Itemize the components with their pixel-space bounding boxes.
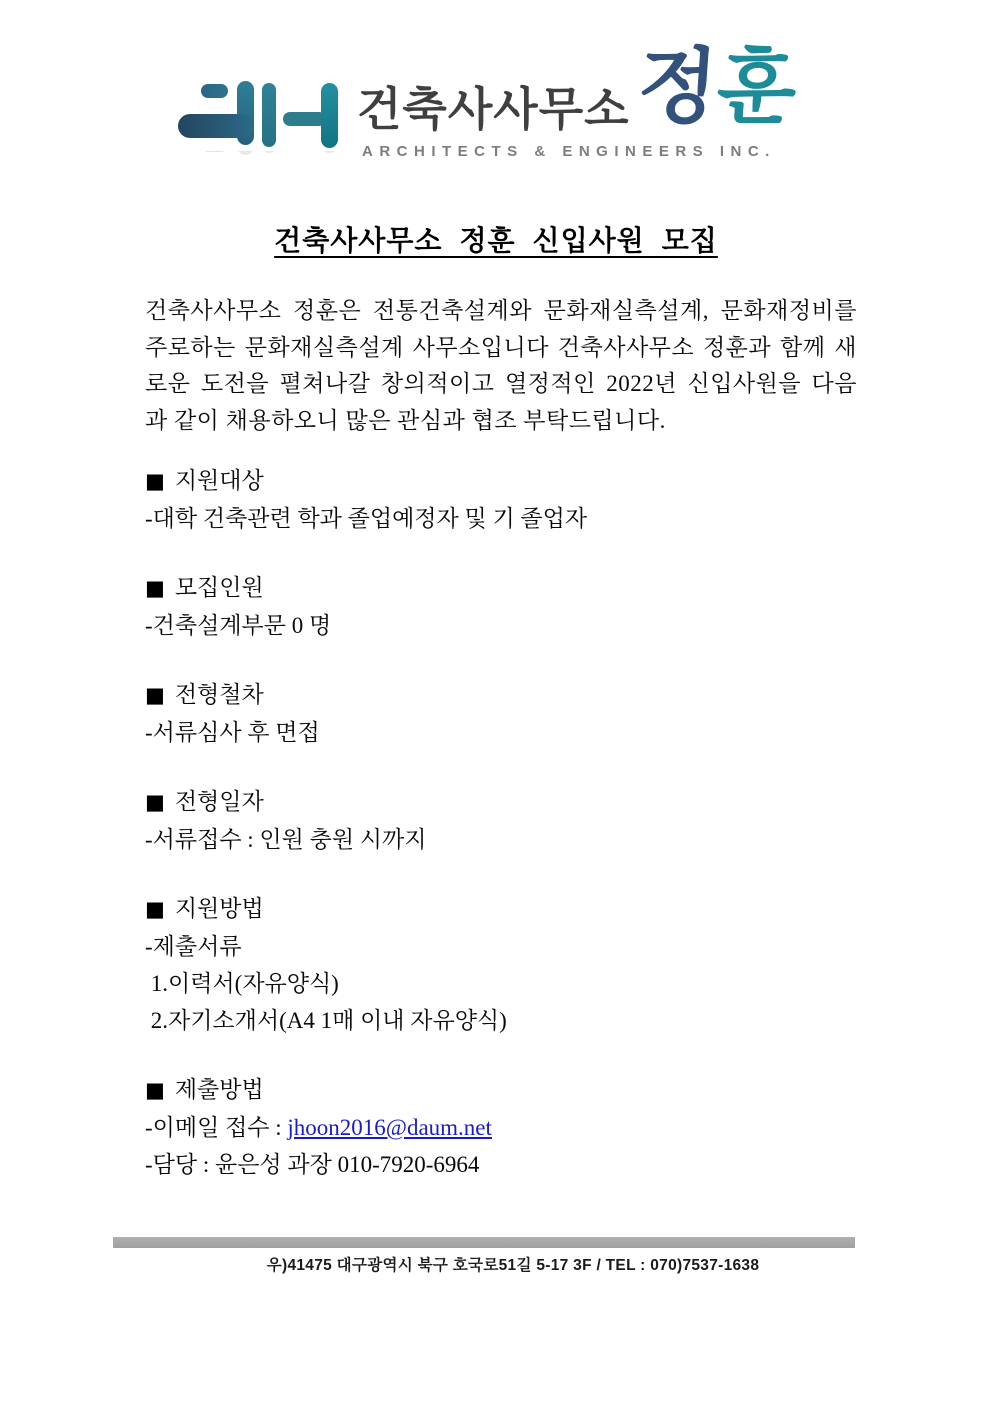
section-heading-label: 전형철차 (174, 682, 264, 707)
jh-logo-reflection (178, 151, 338, 191)
logo-h-crossbar-shape (283, 112, 326, 126)
logo-brush-char-jeong: 정 (634, 39, 721, 135)
section-heading (145, 1071, 875, 1109)
section-line: 1.이력서(자유양식) (145, 971, 339, 996)
section-selection-procedure (145, 676, 875, 751)
intro-line: 주로하는 문화재실측설계 사무소입니다 건축사사무소 정훈과 함께 새 (145, 334, 857, 360)
jh-logo-icon (178, 81, 338, 149)
section-line: -서류심사 후 면접 (145, 720, 320, 745)
logo-j-horizontal-shape (178, 114, 254, 138)
section-line: -제출서류 (145, 934, 242, 959)
section-applicant-target (145, 462, 875, 537)
section-heading-label: 지원대상 (174, 468, 264, 493)
intro-line: 과 같이 채용하오니 많은 관심과 협조 부탁드립니다. (145, 407, 666, 433)
section-line: -건축설계부문 0 명 (145, 613, 332, 638)
section-heading-label: 모집인원 (174, 575, 264, 600)
contact-line: -담당 : 윤은성 과장 010-7920-6964 (145, 1152, 480, 1177)
square-bullet-icon: ■ (145, 469, 165, 493)
intro-paragraph (145, 293, 857, 439)
section-heading (145, 569, 875, 607)
square-bullet-icon: ■ (145, 897, 165, 921)
section-selection-date (145, 783, 875, 858)
section-line: 2.자기소개서(A4 1매 이내 자유양식) (145, 1008, 507, 1033)
section-line: -대학 건축관련 학과 졸업예정자 및 기 졸업자 (145, 506, 588, 531)
intro-line: 건축사사무소 정훈은 전통건축설계와 문화재실측설계, 문화재정비를 (145, 298, 857, 323)
footer-divider-bar (113, 1237, 855, 1248)
sections-list (145, 462, 875, 1215)
logo-company-name: 건축사사무소 (357, 83, 630, 135)
logo-h-vertical-shape (321, 83, 338, 148)
section-heading (145, 890, 875, 928)
logo-brush-calligraphy (634, 39, 800, 135)
square-bullet-icon: ■ (145, 1078, 165, 1102)
section-heading (145, 783, 875, 821)
email-line (145, 1109, 875, 1146)
email-prefix: -이메일 접수 : (145, 1115, 288, 1140)
document-title: 건축사사무소 정훈 신입사원 모집 (274, 226, 718, 257)
logo-brush-char-hoon: 훈 (713, 39, 800, 135)
section-heading (145, 676, 875, 714)
section-submission-method (145, 1071, 875, 1183)
footer-address: 우)41475 대구광역시 북구 호국로51길 5-17 3F / TEL : 070)7537-1638 (266, 1257, 760, 1274)
square-bullet-icon: ■ (145, 576, 165, 600)
logo-tagline: ARCHITECTS & ENGINEERS INC. (362, 143, 776, 160)
section-line: -서류접수 : 인원 충원 시까지 (145, 827, 427, 852)
jh-logo-reflection-copy (178, 151, 338, 155)
section-headcount (145, 569, 875, 644)
section-heading-label: 지원방법 (174, 896, 264, 921)
section-heading-label: 전형일자 (174, 789, 264, 814)
email-link[interactable]: jhoon2016@daum.net (287, 1115, 492, 1140)
intro-line: 로운 도전을 펼쳐나갈 창의적이고 열정적인 2022년 신입사원을 다음 (145, 371, 857, 396)
square-bullet-icon: ■ (145, 683, 165, 707)
section-application-method (145, 890, 875, 1039)
section-heading (145, 462, 875, 500)
square-bullet-icon: ■ (145, 790, 165, 814)
logo-middle-bar-shape (262, 83, 276, 147)
logo-dot-shape (201, 84, 228, 98)
section-heading-label: 제출방법 (174, 1077, 264, 1102)
